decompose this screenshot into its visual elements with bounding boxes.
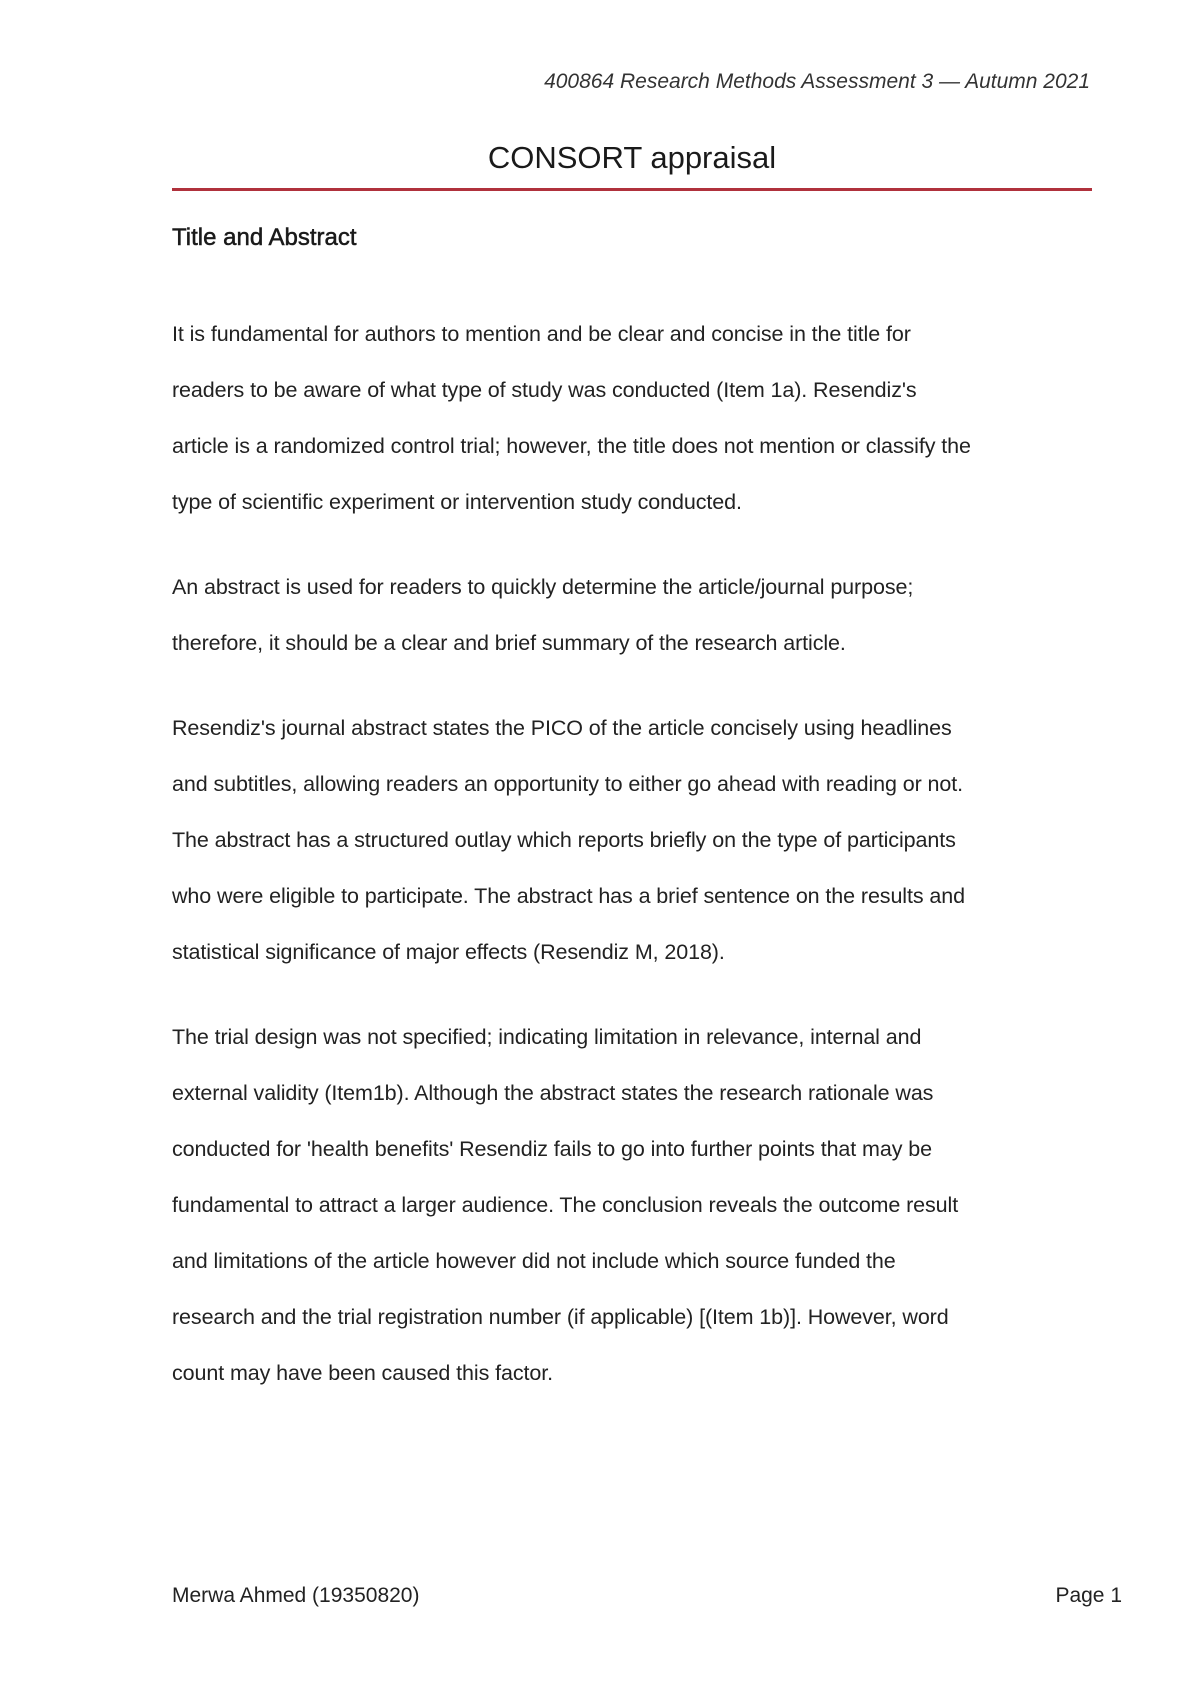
section-body — [172, 306, 1102, 1430]
paragraph-trial-design — [172, 1009, 1102, 1401]
text-line: who were eligible to participate. The abstract has a brief sentence on the results and — [172, 884, 965, 908]
paragraph-title — [172, 306, 1102, 530]
title-divider — [172, 188, 1092, 191]
text-line: Resendiz's journal abstract states the PICO of the article concisely using headlines — [172, 716, 952, 740]
text-line: type of scientific experiment or intervention study conducted. — [172, 490, 742, 514]
footer-author: Merwa Ahmed (19350820) — [172, 1584, 420, 1607]
text-line: The trial design was not specified; indicating limitation in relevance, internal and — [172, 1025, 922, 1049]
text-line: and limitations of the article however did not include which source funded the — [172, 1249, 896, 1273]
text-line: therefore, it should be a clear and brief summary of the research article. — [172, 631, 846, 655]
text-line: readers to be aware of what type of study was conducted (Item 1a). Resendiz's — [172, 378, 917, 402]
text-line: external validity (Item1b). Although the abstract states the research rationale was — [172, 1081, 934, 1105]
text-line: fundamental to attract a larger audience. The conclusion reveals the outcome result — [172, 1193, 959, 1217]
section-heading: Title and Abstract — [172, 224, 357, 251]
paragraph-abstract-structure — [172, 700, 1102, 980]
text-line: The abstract has a structured outlay which reports briefly on the type of participants — [172, 828, 956, 852]
text-line: research and the trial registration number (if applicable) [(Item 1b)]. However, word — [172, 1305, 949, 1329]
text-line: and subtitles, allowing readers an opportunity to either go ahead with reading or not. — [172, 772, 963, 796]
text-line: count may have been caused this factor. — [172, 1361, 553, 1385]
text-line: It is fundamental for authors to mention and be clear and concise in the title for — [172, 322, 911, 346]
text-line: statistical significance of major effects (Resendiz M, 2018). — [172, 940, 725, 964]
text-line: An abstract is used for readers to quickly determine the article/journal purpose; — [172, 575, 914, 599]
paragraph-abstract-purpose — [172, 559, 1102, 671]
text-line: conducted for 'health benefits' Resendiz fails to go into further points that may be — [172, 1137, 932, 1161]
running-header: 400864 Research Methods Assessment 3 — Autumn 2021 — [544, 70, 1090, 93]
page-title: CONSORT appraisal — [487, 140, 777, 175]
text-line: article is a randomized control trial; however, the title does not mention or classify the — [172, 434, 971, 458]
footer-page-number: Page 1 — [1055, 1584, 1122, 1607]
